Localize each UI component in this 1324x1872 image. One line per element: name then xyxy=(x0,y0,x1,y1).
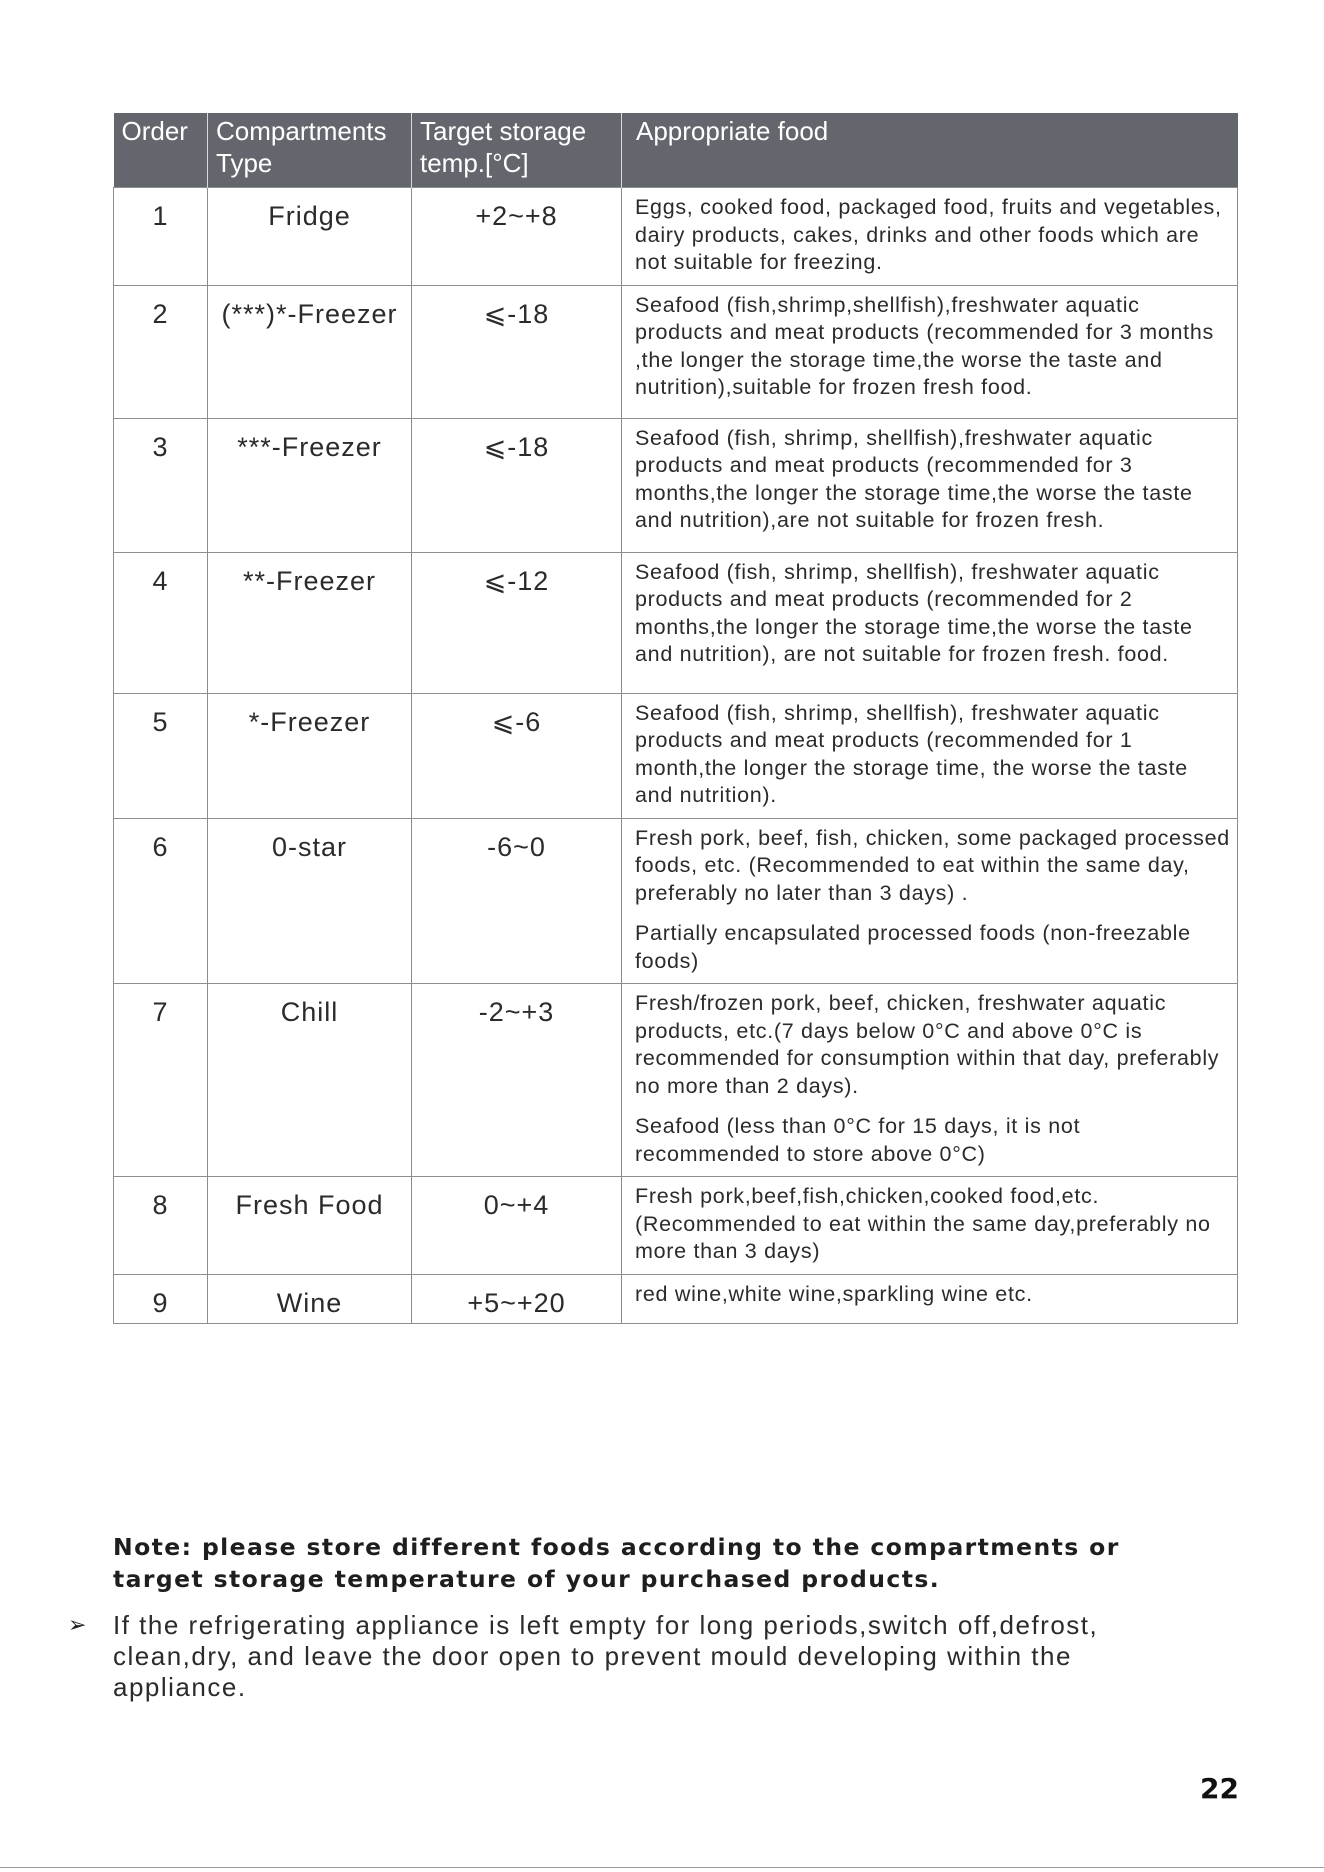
table-row xyxy=(114,188,1238,286)
row-order: 7 xyxy=(114,984,208,1177)
row-target-temp: 0~+4 xyxy=(412,1177,622,1275)
food-paragraph: Fresh pork, beef, fish, chicken, some packaged processed foods, etc. (Recommended to eat within the same day, preferably no later than 3 days) . xyxy=(635,825,1230,905)
row-target-temp: +5~+20 xyxy=(412,1274,622,1323)
table-row xyxy=(114,285,1238,418)
row-appropriate-food xyxy=(622,285,1238,418)
page-number: 22 xyxy=(1200,1772,1239,1805)
row-target-temp: ⩽-18 xyxy=(412,285,622,418)
header-compartments-type: Compartments Type xyxy=(208,113,412,188)
table-row xyxy=(114,984,1238,1177)
food-paragraph: Seafood (fish, shrimp, shellfish), freshwater aquatic products and meat products (recommended for 1 month,the longer the storage time, the worse the taste and nutrition). xyxy=(635,700,1188,807)
row-compartment-type: Fridge xyxy=(208,188,412,286)
food-paragraph: Partially encapsulated processed foods (non-freezable foods) xyxy=(635,921,1191,973)
row-target-temp: -6~0 xyxy=(412,818,622,984)
food-paragraph: Fresh pork,beef,fish,chicken,cooked food,etc. (Recommended to eat within the same day,preferably no more than 3 days) xyxy=(635,1184,1211,1263)
food-paragraph: Eggs, cooked food, packaged food, fruits and vegetables, dairy products, cakes, drinks and other foods which are not suitable for freezing. xyxy=(635,195,1222,274)
food-paragraph: Seafood (less than 0°C for 15 days, it is not recommended to store above 0°C) xyxy=(635,1114,1081,1166)
row-order: 5 xyxy=(114,693,208,818)
food-paragraph: red wine,white wine,sparkling wine etc. xyxy=(635,1281,1033,1306)
food-paragraph: Seafood (fish, shrimp, shellfish), freshwater aquatic products and meat products (recommended for 2 months,the longer the storage time,the worse the taste and nutrition), are not suitable for frozen fresh. food. xyxy=(635,559,1193,666)
row-target-temp: ⩽-6 xyxy=(412,693,622,818)
food-paragraph: Seafood (fish,shrimp,shellfish),freshwater aquatic products and meat products (recommended for 3 months ,the longer the storage time,the worse the taste and nutrition),suitable for frozen fresh food. xyxy=(635,292,1214,399)
storage-note: Note: please store different foods according to the compartments or target storage temperature of your purchased products. xyxy=(113,1533,1120,1593)
row-compartment-type: Chill xyxy=(208,984,412,1177)
row-target-temp: +2~+8 xyxy=(412,188,622,286)
row-appropriate-food xyxy=(622,818,1238,984)
table-row xyxy=(114,693,1238,818)
table-row xyxy=(114,552,1238,693)
row-order: 3 xyxy=(114,418,208,552)
row-appropriate-food xyxy=(622,693,1238,818)
table-header-row xyxy=(114,113,1238,188)
row-compartment-type: ***-Freezer xyxy=(208,418,412,552)
table-row xyxy=(114,418,1238,552)
storage-table xyxy=(113,113,1238,1324)
table-row xyxy=(114,818,1238,984)
table-row xyxy=(114,1177,1238,1275)
row-order: 9 xyxy=(114,1274,208,1323)
row-compartment-type: Fresh Food xyxy=(208,1177,412,1275)
arrowhead-bullet-icon: ➢ xyxy=(68,1612,87,1637)
row-order: 4 xyxy=(114,552,208,693)
food-paragraph: Seafood (fish, shrimp, shellfish),freshwater aquatic products and meat products (recommended for 3 months,the longer the storage time,the worse the taste and nutrition),are not suitable for frozen fresh. xyxy=(635,425,1193,532)
row-compartment-type: (***)*-Freezer xyxy=(208,285,412,418)
row-compartment-type: *-Freezer xyxy=(208,693,412,818)
header-appropriate-food: Appropriate food xyxy=(622,113,1238,188)
table-body xyxy=(114,188,1238,1324)
row-compartment-type: 0-star xyxy=(208,818,412,984)
row-target-temp: -2~+3 xyxy=(412,984,622,1177)
row-order: 2 xyxy=(114,285,208,418)
row-appropriate-food xyxy=(622,552,1238,693)
row-appropriate-food xyxy=(622,188,1238,286)
row-appropriate-food xyxy=(622,418,1238,552)
row-appropriate-food xyxy=(622,1274,1238,1323)
table-row xyxy=(114,1274,1238,1323)
food-paragraph: Fresh/frozen pork, beef, chicken, freshwater aquatic products, etc.(7 days below 0°C and above 0°C is recommended for consumption within that day, preferably no more than 2 days). xyxy=(635,991,1220,1098)
row-order: 1 xyxy=(114,188,208,286)
header-target-temp: Target storage temp.[°C] xyxy=(412,113,622,188)
row-order: 6 xyxy=(114,818,208,984)
header-order: Order xyxy=(114,113,208,188)
row-target-temp: ⩽-18 xyxy=(412,418,622,552)
row-target-temp: ⩽-12 xyxy=(412,552,622,693)
bullet-text: If the refrigerating appliance is left empty for long periods,switch off,defrost, clean,dry, and leave the door open to prevent mould developing within the appliance. xyxy=(113,1610,1099,1702)
row-appropriate-food xyxy=(622,984,1238,1177)
row-compartment-type: Wine xyxy=(208,1274,412,1323)
row-order: 8 xyxy=(114,1177,208,1275)
row-compartment-type: **-Freezer xyxy=(208,552,412,693)
bottom-rule xyxy=(0,1867,1324,1868)
row-appropriate-food xyxy=(622,1177,1238,1275)
